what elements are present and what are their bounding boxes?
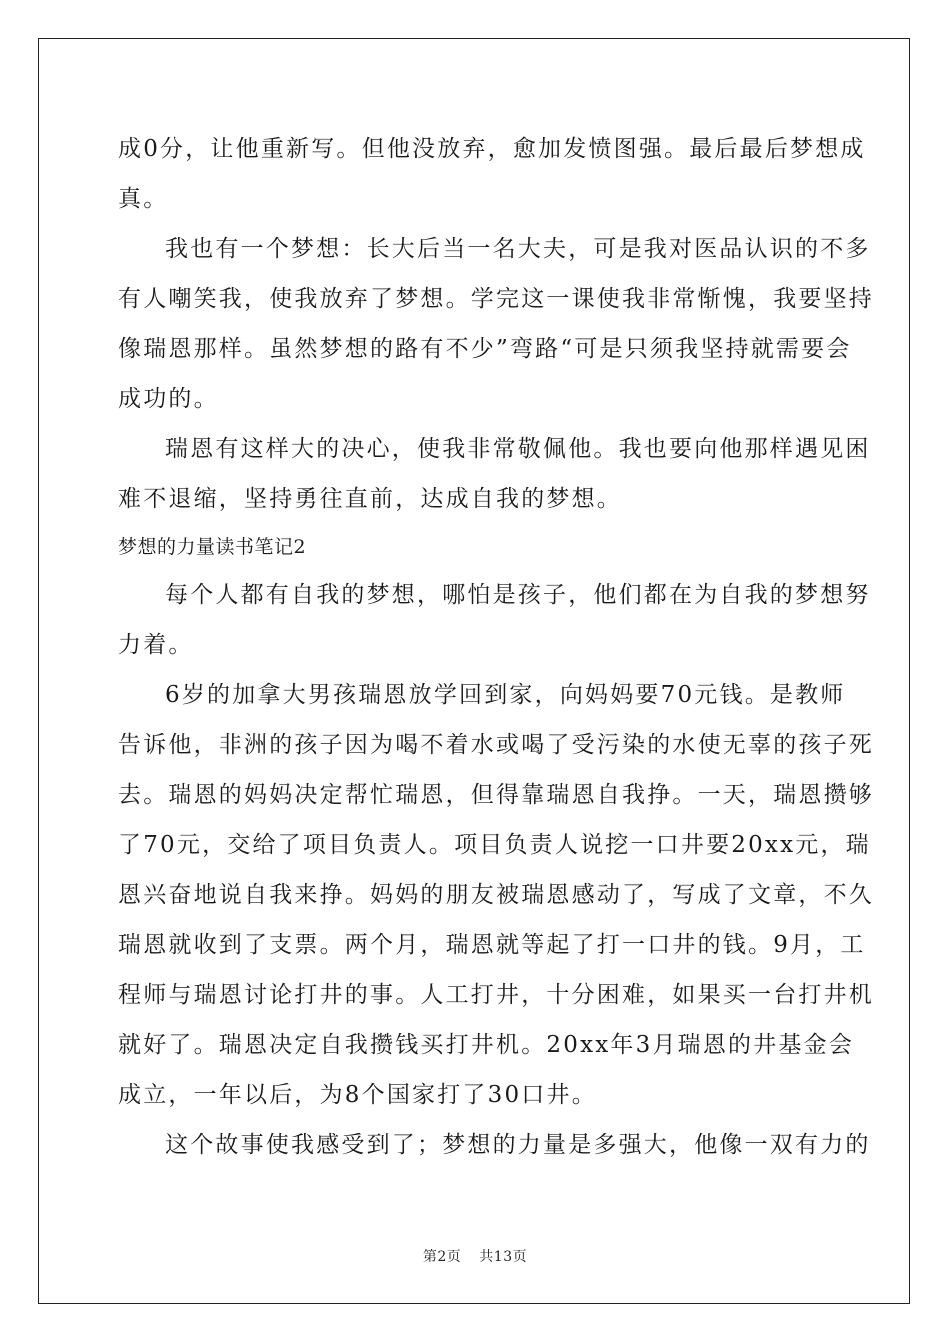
page-total: 共13页 [479,1249,528,1265]
text-line: 告诉他，非洲的孩子因为喝不着水或喝了受污染的水使无辜的孩子死 [118,732,874,758]
paragraph-start-line: 瑞恩有这样大的决心，使我非常敬佩他。我也要向他那样遇见困 [165,436,871,462]
paragraph-start-line: 每个人都有自我的梦想，哪怕是孩子，他们都在为自我的梦想努 [165,582,871,608]
page-footer [0,1246,950,1266]
text-line: 恩兴奋地说自我来挣。妈妈的朋友被瑞恩感动了，写成了文章，不久 [118,882,874,908]
paragraph-start-line: 6岁的加拿大男孩瑞恩放学回到家，向妈妈要70元钱。是教师 [165,682,846,708]
paragraph-start-line: 这个故事使我感受到了；梦想的力量是多强大，他像一双有力的 [165,1132,871,1158]
text-line: 就好了。瑞恩决定自我攒钱买打井机。20xx年3月瑞恩的井基金会 [118,1032,855,1058]
text-line: 像瑞恩那样。虽然梦想的路有不少”弯路“可是只须我坚持就需要会 [118,336,852,362]
text-line: 有人嘲笑我，使我放弃了梦想。学完这一课使我非常惭愧，我要坚持 [118,286,874,312]
text-line: 力着。 [118,632,194,658]
page-number: 第2页 [422,1249,462,1265]
text-line: 了70元，交给了项目负责人。项目负责人说挖一口井要20xx元，瑞 [118,832,871,858]
text-line: 成0分，让他重新写。但他没放弃，愈加发愤图强。最后最后梦想成 [118,136,866,162]
text-line: 难不退缩，坚持勇往直前，达成自我的梦想。 [118,486,622,512]
section-heading: 梦想的力量读书笔记2 [118,536,307,558]
paragraph-start-line: 我也有一个梦想：长大后当一名大夫，可是我对医品认识的不多 [165,236,871,262]
text-line: 真。 [118,186,169,212]
text-line: 去。瑞恩的妈妈决定帮忙瑞恩，但得靠瑞恩自我挣。一天，瑞恩攒够 [118,782,874,808]
text-line: 成功的。 [118,386,219,412]
text-line: 成立，一年以后，为8个国家打了30口井。 [118,1082,597,1108]
document-body [118,124,874,1170]
text-line: 程师与瑞恩讨论打井的事。人工打井，十分困难，如果买一台打井机 [118,982,874,1008]
text-line: 瑞恩就收到了支票。两个月，瑞恩就等起了打一口井的钱。9月，工 [118,932,866,958]
